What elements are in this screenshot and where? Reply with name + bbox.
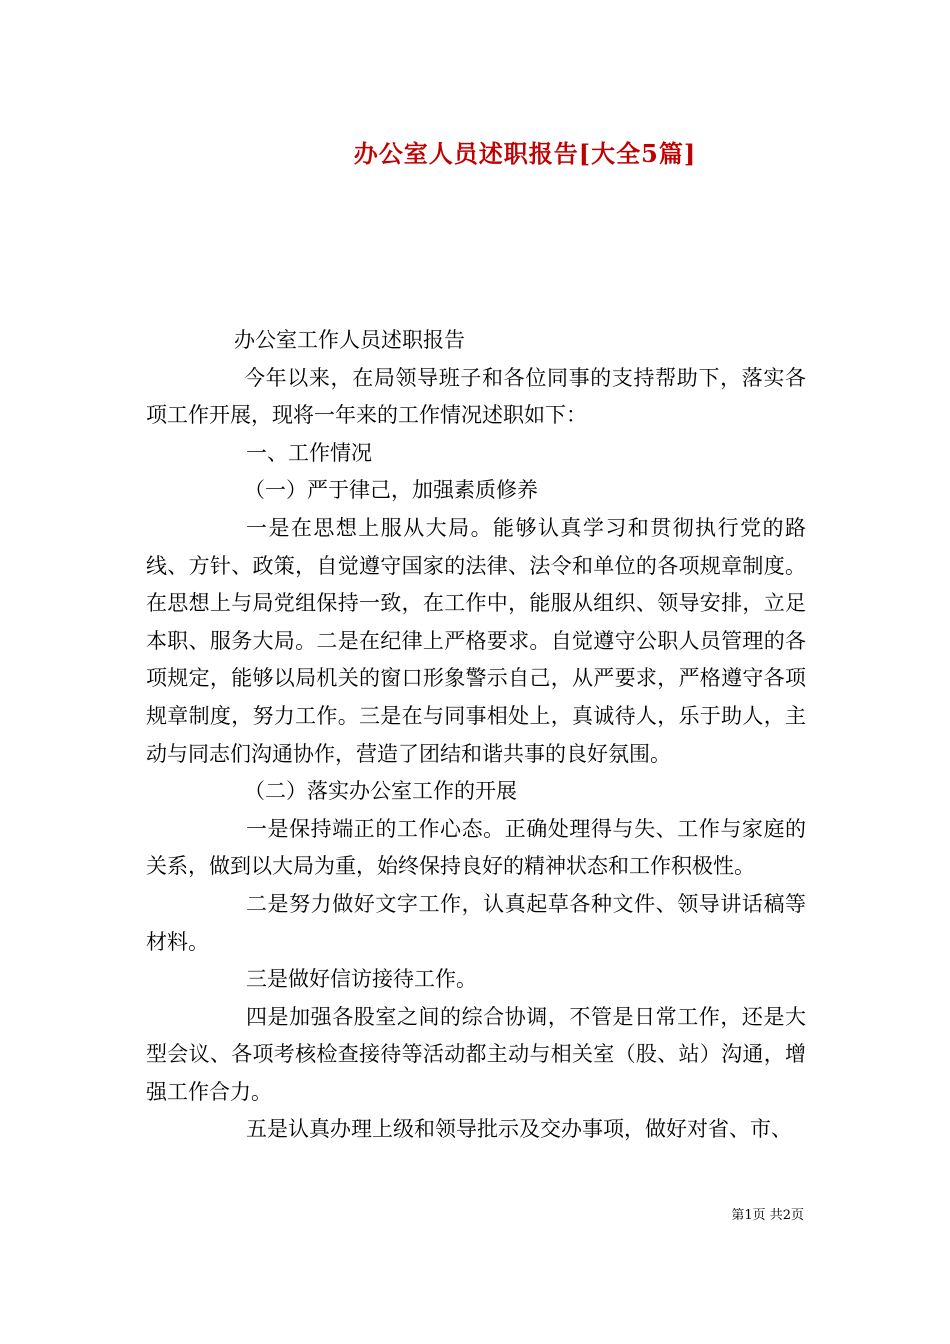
paragraph-item-2: 二是努力做好文字工作，认真起草各种文件、领导讲话稿等材料。 [146,891,806,954]
paragraph-item-4: 四是加强各股室之间的综合协调，不管是日常工作，还是大型会议、各项考核检查接待等活动都主动与相关室（股、站）沟通，增强工作合力。 [146,1004,806,1104]
subsection-heading-2: （二）落实办公室工作的开展 [244,779,517,804]
paragraph-item-1: 一是保持端正的工作心态。正确处理得与失、工作与家庭的关系，做到以大局为重，始终保持良好的精神状态和工作积极性。 [146,816,806,879]
paragraph-subtitle: 办公室工作人员述职报告 [234,328,465,352]
page-number-footer: 第1页 共2页 [731,1208,804,1223]
paragraph-discipline: 一是在思想上服从大局。能够认真学习和贯彻执行党的路线、方针、政策，自觉遵守国家的法律、法令和单位的各项规章制度。在思想上与局党组保持一致，在工作中，能服从组织、领导安排，立足本职、服务大局。二是在纪律上严格要求。自觉遵守公职人员管理的各项规定，能够以局机关的窗口形象警示自己，从严要求，严格遵守各项规章制度，努力工作。三是在与同事相处上，真诚待人，乐于助人，主动与同志们沟通协作，营造了团结和谐共事的良好氛围。 [146,515,806,766]
paragraph-intro: 今年以来，在局领导班子和各位同事的支持帮助下，落实各项工作开展，现将一年来的工作情况述职如下： [146,365,806,428]
section-heading-work-situation: 一、工作情况 [246,440,372,465]
subsection-heading-1: （一）严于律己，加强素质修养 [244,478,538,503]
paragraph-item-5: 五是认真办理上级和领导批示及交办事项，做好对省、市、 [246,1117,792,1142]
document-body [146,322,806,1149]
document-title: 办公室人员述职报告[大全5篇] [353,139,697,168]
paragraph-item-3: 三是做好信访接待工作。 [246,967,477,992]
